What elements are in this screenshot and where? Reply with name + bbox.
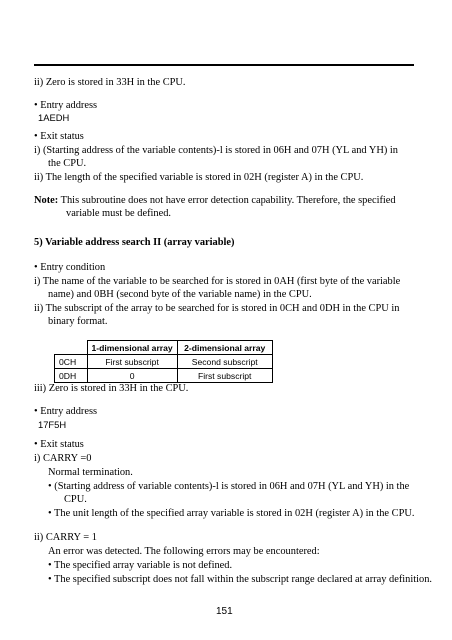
entry-condition-label: • Entry condition <box>34 262 106 273</box>
entry-condition-ii-line1: ii) The subscript of the array to be searched for is stored in 0CH and 0DH in the CPU in <box>34 303 400 314</box>
entry-address-value: 1AEDH <box>38 112 70 123</box>
page-number: 151 <box>216 606 233 617</box>
carry-zero-bullet1-line2: CPU. <box>64 494 87 505</box>
table-cell: 0 <box>87 369 177 383</box>
carry-one-bullet1: • The specified array variable is not defined. <box>48 560 233 571</box>
table-header-cell: 2-dimensional array <box>177 341 272 355</box>
carry-zero-label: i) CARRY =0 <box>34 453 92 464</box>
note-line1: Note: This subroutine does not have error detection capability. Therefore, the specified <box>34 195 396 206</box>
table-cell: Second subscript <box>177 355 272 369</box>
entry-condition-ii-line2: binary format. <box>48 316 108 327</box>
table-header-cell <box>55 341 88 355</box>
exit-status-ii: ii) The length of the specified variable is stored in 02H (register A) in the CPU. <box>34 172 364 183</box>
carry-one-bullet2: • The specified subscript does not fall within the subscript range declared at array definition. <box>48 574 433 585</box>
table-row <box>55 355 273 369</box>
entry-address-value-2: 17F5H <box>38 419 67 430</box>
table-cell: 0CH <box>55 355 88 369</box>
table-cell: 0DH <box>55 369 88 383</box>
carry-zero-bullet1-line1: • (Starting address of variable contents)-l is stored in 06H and 07H (YL and YH) in the <box>48 481 410 492</box>
section-heading: 5) Variable address search II (array variable) <box>34 237 235 248</box>
entry-address-label: • Entry address <box>34 100 98 111</box>
normal-termination: Normal termination. <box>48 467 133 478</box>
table-row <box>55 369 273 383</box>
carry-zero-bullet2: • The unit length of the specified array variable is stored in 02H (register A) in the CPU. <box>48 508 415 519</box>
exit-status-i-line2: the CPU. <box>48 158 87 169</box>
entry-condition-i-line2: name) and 0BH (second byte of the variable name) in the CPU. <box>48 289 312 300</box>
subscript-table <box>54 340 273 383</box>
zero-stored-line: ii) Zero is stored in 33H in the CPU. <box>34 77 186 88</box>
table-cell: First subscript <box>87 355 177 369</box>
exit-status-i-line1: i) (Starting address of the variable contents)-l is stored in 06H and 07H (YL and YH) in <box>34 145 398 156</box>
table-header-cell: 1-dimensional array <box>87 341 177 355</box>
entry-address-label-2: • Entry address <box>34 406 98 417</box>
note-line2: variable must be defined. <box>66 208 172 219</box>
entry-condition-iii: iii) Zero is stored in 33H in the CPU. <box>34 383 189 394</box>
table-header-row <box>55 341 273 355</box>
error-detected-text: An error was detected. The following errors may be encountered: <box>48 546 320 557</box>
exit-status-label: • Exit status <box>34 131 84 142</box>
header-rule <box>34 64 414 66</box>
exit-status-label-2: • Exit status <box>34 439 84 450</box>
carry-one-label: ii) CARRY = 1 <box>34 532 97 543</box>
table-cell: First subscript <box>177 369 272 383</box>
entry-condition-i-line1: i) The name of the variable to be searched for is stored in 0AH (first byte of the variable <box>34 276 401 287</box>
